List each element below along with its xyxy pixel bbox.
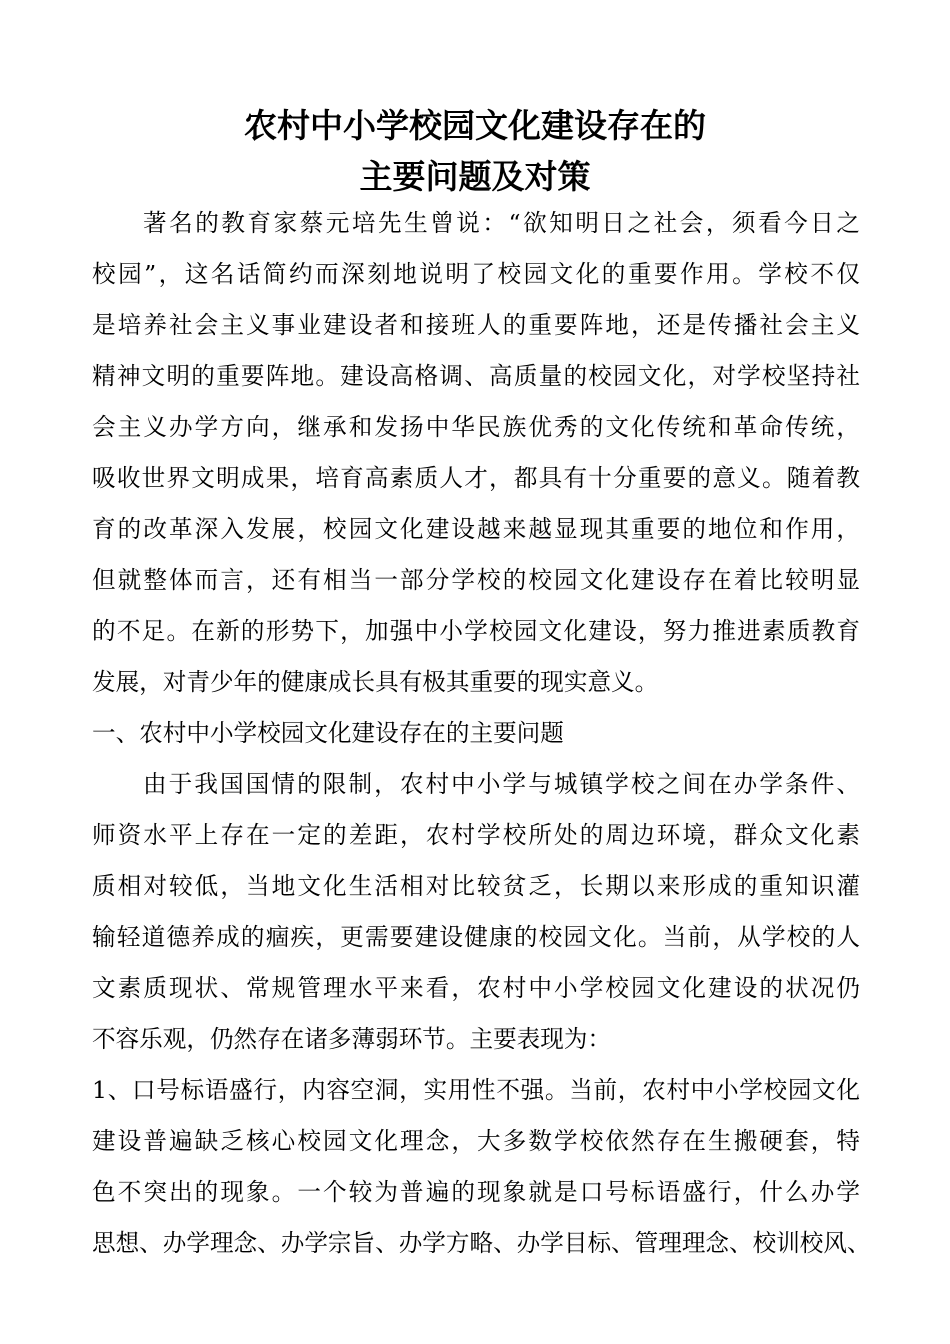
paragraph-line: 不容乐观，仍然存在诸多薄弱环节。主要表现为：: [92, 1025, 612, 1053]
paragraph-line: 校园”，这名话简约而深刻地说明了校园文化的重要作用。学校不仅: [92, 260, 860, 288]
paragraph-line: 输轻道德养成的痼疾，更需要建设健康的校园文化。当前，从学校的人: [92, 923, 860, 951]
paragraph-line: 由于我国国情的限制，农村中小学与城镇学校之间在办学条件、: [143, 770, 860, 798]
paragraph-line: 建设普遍缺乏核心校园文化理念，大多数学校依然存在生搬硬套，特: [92, 1127, 860, 1155]
paragraph-line: 思想、办学理念、办学宗旨、办学方略、办学目标、管理理念、校训校风、: [92, 1229, 871, 1257]
document-title-line-2: 主要问题及对策: [359, 157, 591, 196]
paragraph-line: 育的改革深入发展，校园文化建设越来越显现其重要的地位和作用，: [92, 515, 860, 543]
paragraph-line: 师资水平上存在一定的差距，农村学校所处的周边环境，群众文化素: [92, 821, 860, 849]
paragraph-line: 但就整体而言，还有相当一部分学校的校园文化建设存在着比较明显: [92, 566, 860, 594]
paragraph-line: 发展，对青少年的健康成长具有极其重要的现实意义。: [92, 668, 659, 696]
paragraph-line: 精神文明的重要阵地。建设高格调、高质量的校园文化，对学校坚持社: [92, 362, 860, 390]
paragraph-line: 会主义办学方向，继承和发扬中华民族优秀的文化传统和革命传统，: [92, 413, 860, 441]
paragraph-line: 的不足。在新的形势下，加强中小学校园文化建设，努力推进素质教育: [92, 617, 860, 645]
paragraph-line: 吸收世界文明成果，培育高素质人才，都具有十分重要的意义。随着教: [92, 464, 860, 492]
paragraph-line: 质相对较低，当地文化生活相对比较贫乏，长期以来形成的重知识灌: [92, 872, 860, 900]
paragraph-line: 色不突出的现象。一个较为普遍的现象就是口号标语盛行，什么办学: [92, 1178, 860, 1206]
paragraph-line: 1、口号标语盛行，内容空洞，实用性不强。当前，农村中小学校园文化: [92, 1076, 860, 1104]
paragraph-line: 著名的教育家蔡元培先生曾说：“欲知明日之社会，须看今日之: [143, 209, 860, 237]
paragraph-line: 文素质现状、常规管理水平来看，农村中小学校园文化建设的状况仍: [92, 974, 860, 1002]
section-heading: 一、农村中小学校园文化建设存在的主要问题: [92, 719, 564, 747]
paragraph-line: 是培养社会主义事业建设者和接班人的重要阵地，还是传播社会主义: [92, 311, 860, 339]
document-title-line-1: 农村中小学校园文化建设存在的: [244, 106, 706, 145]
